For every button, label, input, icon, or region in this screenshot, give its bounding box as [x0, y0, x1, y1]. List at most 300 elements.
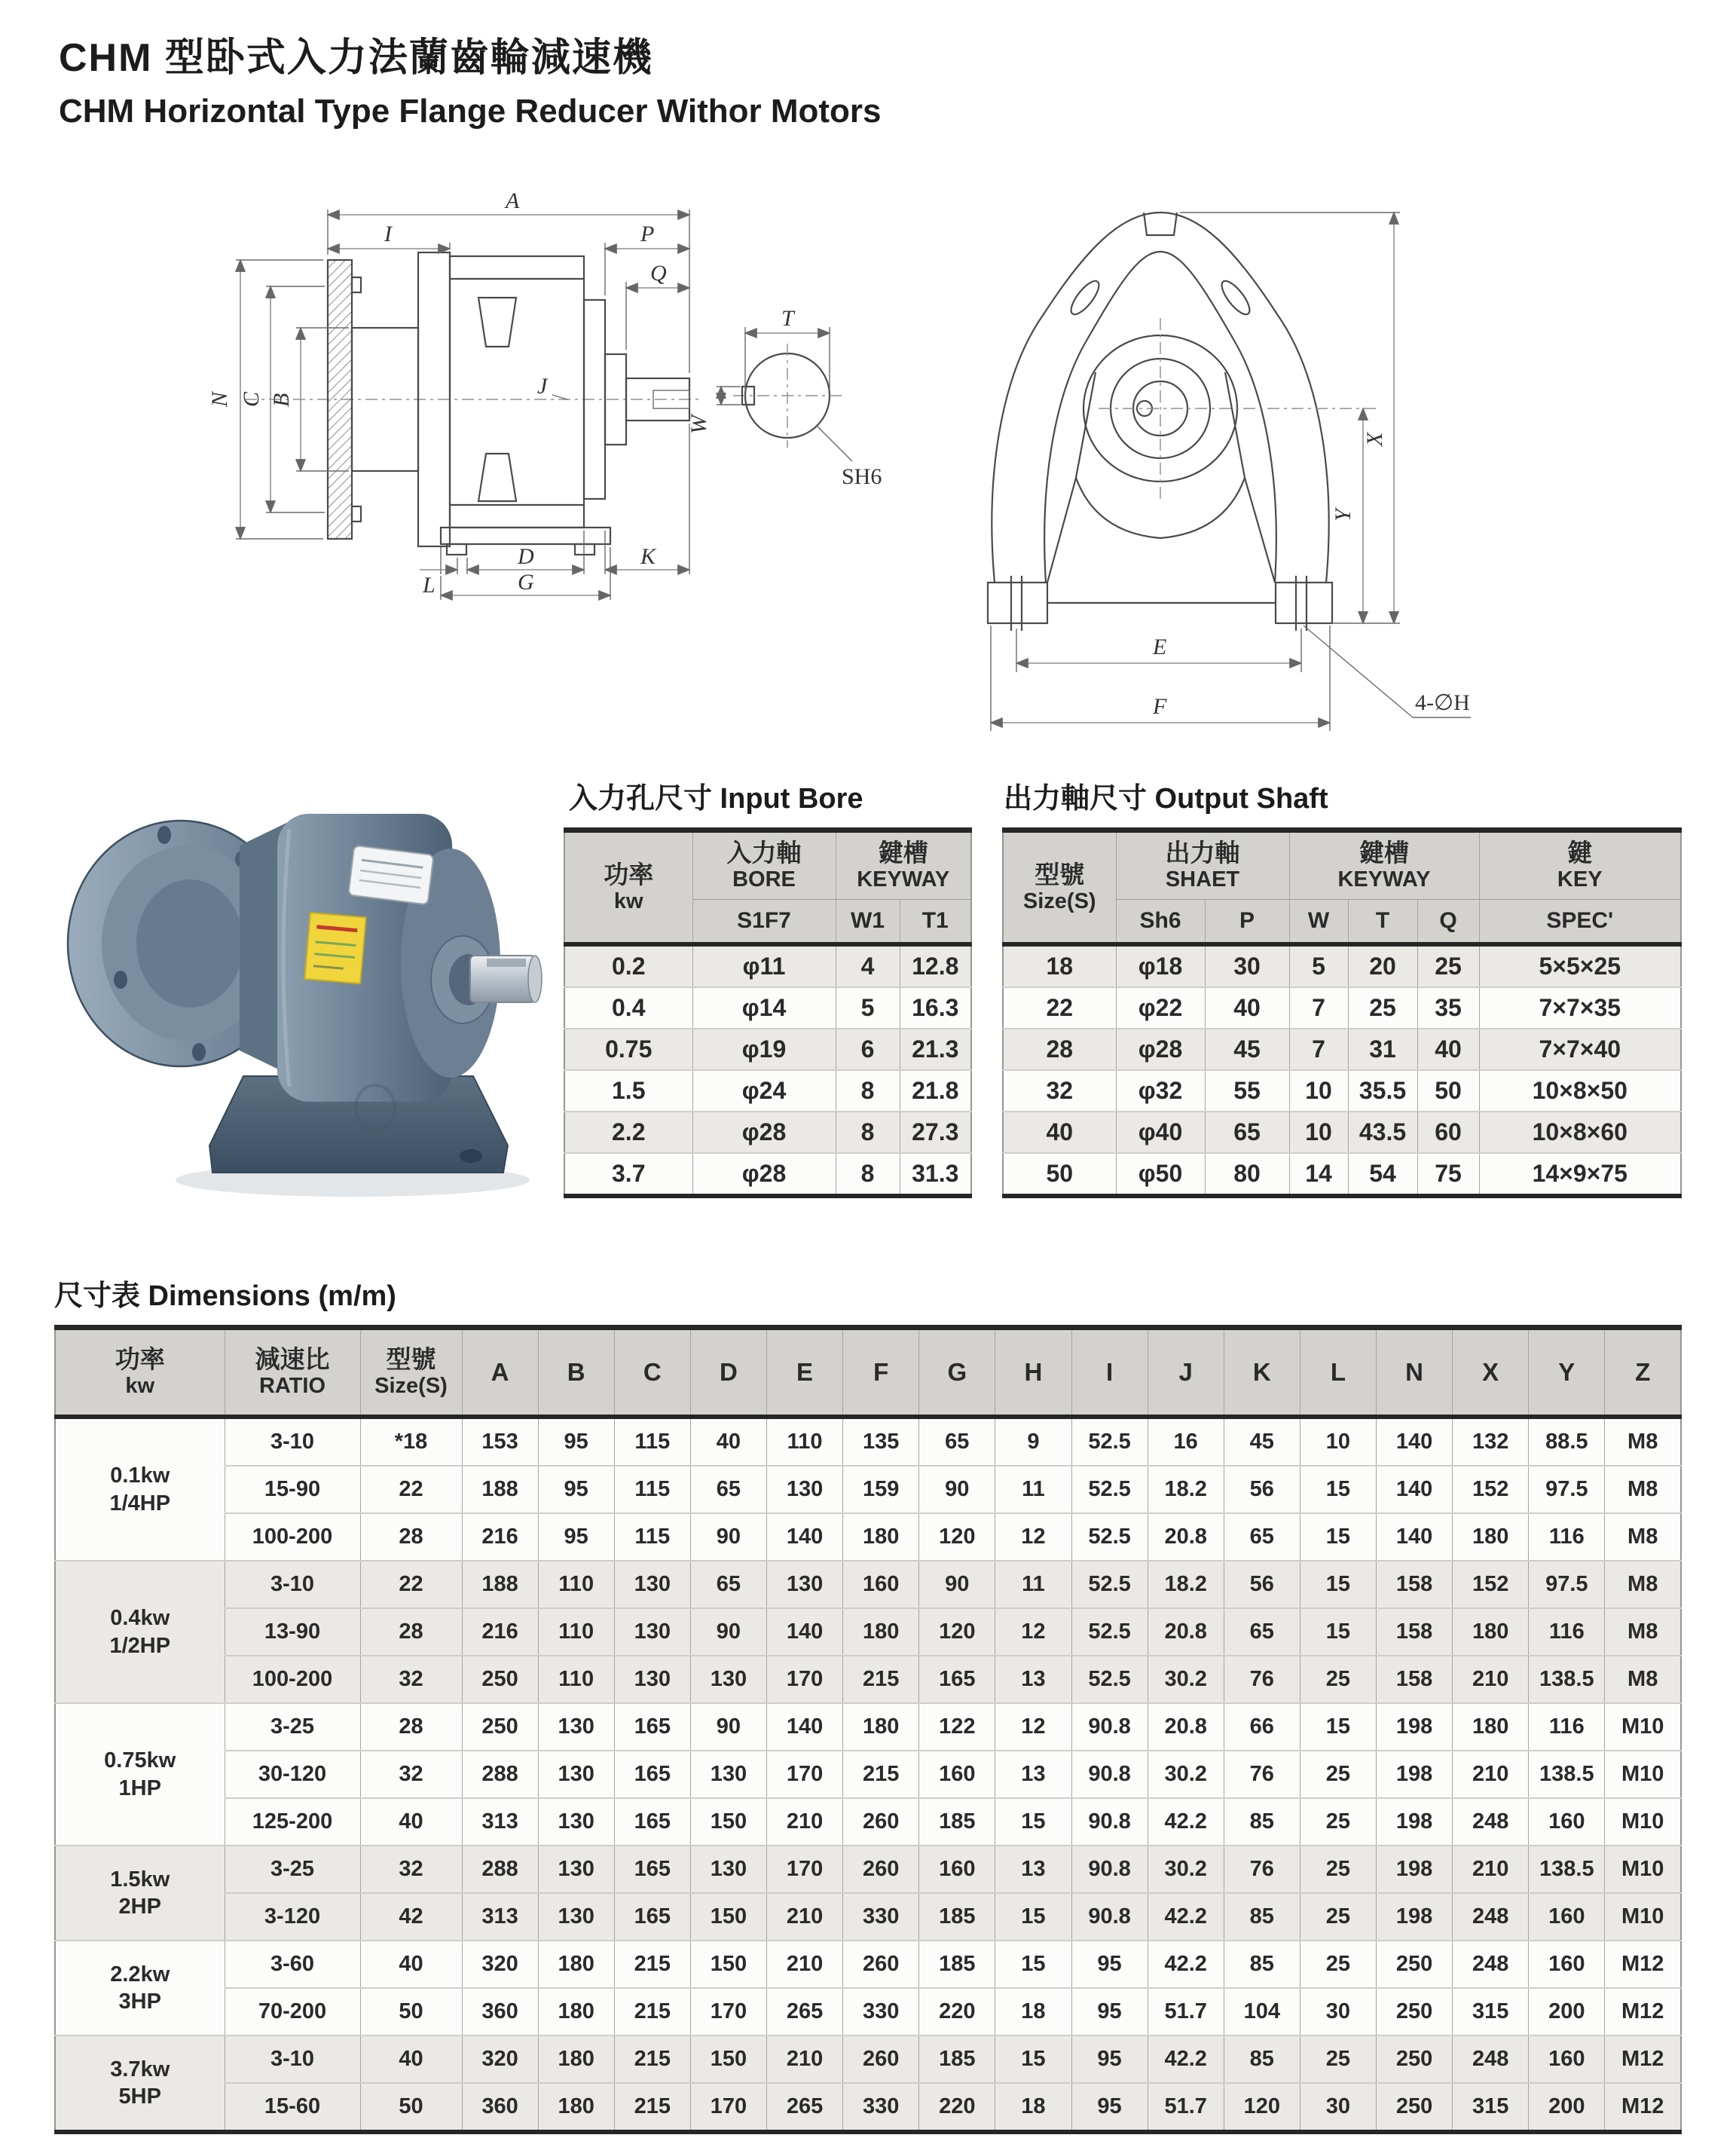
- cell: 80: [1205, 1153, 1289, 1196]
- table-row: [55, 1417, 1681, 1466]
- cell-value: 360: [462, 1988, 538, 2035]
- cell-value: 130: [614, 1608, 690, 1656]
- cell-value: 320: [462, 2035, 538, 2083]
- cell: 8: [836, 1153, 900, 1196]
- cell-value: 165: [919, 1656, 995, 1703]
- cell-value: 15: [1300, 1703, 1376, 1751]
- cell-value: 216: [462, 1513, 538, 1561]
- cell-value: 85: [1224, 2035, 1300, 2083]
- cell-ratio: 3-25: [225, 1846, 360, 1893]
- cell-value: 170: [767, 1656, 843, 1703]
- cell-value: 110: [538, 1608, 614, 1656]
- cell-value: 52.5: [1071, 1513, 1148, 1561]
- cell: 0.4: [564, 987, 692, 1029]
- cell: φ24: [692, 1070, 836, 1112]
- dim-label-A: A: [506, 188, 520, 213]
- cell-size: 40: [360, 1941, 462, 1988]
- dim-label-X: X: [1362, 432, 1387, 446]
- cell-ratio: 3-10: [225, 1561, 360, 1608]
- table-row: [55, 1846, 1681, 1893]
- cell-value: 30: [1300, 2083, 1376, 2132]
- cell-value: 130: [767, 1561, 843, 1608]
- cell-value: M8: [1605, 1466, 1681, 1513]
- dimensions-table-wrap: [54, 1325, 1682, 2134]
- cell-value: 95: [1071, 1941, 1148, 1988]
- cell-value: 265: [767, 1988, 843, 2035]
- cell-value: 198: [1377, 1751, 1453, 1798]
- cell-value: 13: [995, 1846, 1071, 1893]
- cell-ratio: 100-200: [225, 1513, 360, 1561]
- cell-value: 152: [1453, 1466, 1529, 1513]
- dim-label-J: J: [537, 374, 548, 399]
- cell-value: M10: [1605, 1798, 1681, 1846]
- cell-value: M10: [1605, 1893, 1681, 1941]
- cell: 32: [1003, 1070, 1116, 1112]
- cell: 22: [1003, 987, 1116, 1029]
- cell-value: 18.2: [1148, 1561, 1224, 1608]
- cell-value: 10: [1300, 1417, 1376, 1466]
- cell-value: 52.5: [1071, 1656, 1148, 1703]
- cell-value: 25: [1300, 1656, 1376, 1703]
- col-header-p: P: [1205, 900, 1289, 945]
- col-header-size: 型號 Size(S): [1003, 830, 1116, 945]
- cell-value: M8: [1605, 1608, 1681, 1656]
- cell-value: 313: [462, 1798, 538, 1846]
- cell-value: 18: [995, 1988, 1071, 2035]
- cell-value: 210: [1453, 1656, 1529, 1703]
- cell-size: 28: [360, 1513, 462, 1561]
- dim-label-F: F: [1153, 694, 1167, 719]
- dim-label-C: C: [239, 391, 264, 407]
- table-row: [55, 1513, 1681, 1561]
- col-header-sh6: Sh6: [1116, 900, 1205, 945]
- cell: 21.3: [900, 1029, 971, 1070]
- cell-value: 130: [538, 1751, 614, 1798]
- cell-value: 95: [538, 1513, 614, 1561]
- col-header-I: I: [1071, 1328, 1148, 1418]
- cell-value: 160: [919, 1751, 995, 1798]
- cell-value: 115: [614, 1513, 690, 1561]
- col-header-H: H: [995, 1328, 1071, 1418]
- table-row: [564, 1112, 971, 1153]
- cell-value: 40: [690, 1417, 766, 1466]
- cell: 35: [1417, 987, 1479, 1029]
- cell-value: 18: [995, 2083, 1071, 2132]
- cell-value: 210: [1453, 1751, 1529, 1798]
- cell-value: 97.5: [1529, 1466, 1605, 1513]
- cell-value: 52.5: [1071, 1561, 1148, 1608]
- table-row: [1003, 1070, 1681, 1112]
- dim-label-Q: Q: [650, 261, 667, 286]
- cell: 6: [836, 1029, 900, 1070]
- cell-value: 210: [767, 1893, 843, 1941]
- cell: 25: [1348, 987, 1417, 1029]
- col-header-s1f7: S1F7: [692, 900, 836, 945]
- cell-value: 120: [919, 1608, 995, 1656]
- col-header-key: 鍵 KEY: [1479, 830, 1681, 900]
- cell-value: 15: [995, 2035, 1071, 2083]
- cell-value: 170: [690, 1988, 766, 2035]
- cell-value: 188: [462, 1561, 538, 1608]
- cell-value: 9: [995, 1417, 1071, 1466]
- dim-label-Y: Y: [1331, 509, 1355, 521]
- cell-size: 40: [360, 2035, 462, 2083]
- table-row: [1003, 944, 1681, 987]
- cell-value: 248: [1453, 1798, 1529, 1846]
- cell-power: 0.75kw 1HP: [55, 1703, 225, 1846]
- cell-value: 116: [1529, 1513, 1605, 1561]
- cell: 35.5: [1348, 1070, 1417, 1112]
- cell-value: 220: [919, 1988, 995, 2035]
- cell-value: 260: [843, 1846, 919, 1893]
- cell: 10×8×60: [1479, 1112, 1681, 1153]
- cell-value: 18.2: [1148, 1466, 1224, 1513]
- cell: 7×7×40: [1479, 1029, 1681, 1070]
- cell-value: 42.2: [1148, 1893, 1224, 1941]
- cell-value: 320: [462, 1941, 538, 1988]
- cell: φ19: [692, 1029, 836, 1070]
- cell-value: 250: [462, 1656, 538, 1703]
- cell: 7×7×35: [1479, 987, 1681, 1029]
- cell-value: 12: [995, 1608, 1071, 1656]
- cell-value: 165: [614, 1798, 690, 1846]
- cell-power: 1.5kw 2HP: [55, 1846, 225, 1941]
- product-photo: [51, 754, 549, 1206]
- cell-value: 215: [614, 2083, 690, 2132]
- cell-value: 170: [767, 1751, 843, 1798]
- cell-value: M12: [1605, 2035, 1681, 2083]
- cell: 14: [1289, 1153, 1348, 1196]
- cell-value: 210: [1453, 1846, 1529, 1893]
- cell-size: 22: [360, 1561, 462, 1608]
- cell-value: 160: [1529, 1798, 1605, 1846]
- page-header: [59, 26, 882, 130]
- cell: 21.8: [900, 1070, 971, 1112]
- cell-value: 165: [614, 1751, 690, 1798]
- cell-ratio: 3-25: [225, 1703, 360, 1751]
- cell-value: 90: [919, 1561, 995, 1608]
- cell-value: 90.8: [1071, 1703, 1148, 1751]
- table-row: [55, 1561, 1681, 1608]
- cell-value: 110: [767, 1417, 843, 1466]
- cell-ratio: 15-60: [225, 2083, 360, 2132]
- table-row: [55, 1466, 1681, 1513]
- cell-value: 115: [614, 1417, 690, 1466]
- cell-ratio: 100-200: [225, 1656, 360, 1703]
- col-header-K: K: [1224, 1328, 1300, 1418]
- cell: 16.3: [900, 987, 971, 1029]
- cell-ratio: 3-60: [225, 1941, 360, 1988]
- cell-value: 15: [995, 1798, 1071, 1846]
- cell-value: 15: [995, 1941, 1071, 1988]
- cell-value: 198: [1377, 1798, 1453, 1846]
- cell-value: 15: [1300, 1513, 1376, 1561]
- cell-value: 248: [1453, 1893, 1529, 1941]
- cell-value: 85: [1224, 1893, 1300, 1941]
- cell-value: 25: [1300, 1893, 1376, 1941]
- dim-label-E: E: [1153, 635, 1167, 659]
- cell-size: 32: [360, 1846, 462, 1893]
- dim-label-I: I: [384, 222, 392, 246]
- cell-value: M8: [1605, 1417, 1681, 1466]
- dimensions-table-header: [55, 1328, 1681, 1418]
- dim-label-P: P: [640, 222, 655, 246]
- cell-value: 150: [690, 1941, 766, 1988]
- col-header-keyway: 鍵槽 KEYWAY: [836, 830, 971, 900]
- cell-size: 32: [360, 1751, 462, 1798]
- cell-value: 130: [538, 1703, 614, 1751]
- cell-ratio: 3-120: [225, 1893, 360, 1941]
- cell-ratio: 3-10: [225, 2035, 360, 2083]
- cell: φ28: [692, 1153, 836, 1196]
- cell-value: 65: [919, 1417, 995, 1466]
- dimensions-section-title: 尺寸表 Dimensions (m/m): [54, 1280, 396, 1312]
- cell-value: 25: [1300, 1941, 1376, 1988]
- cell-value: 150: [690, 1798, 766, 1846]
- cell-value: 16: [1148, 1417, 1224, 1466]
- cell: 8: [836, 1112, 900, 1153]
- dim-label-L: L: [423, 573, 436, 598]
- cell-value: 150: [690, 2035, 766, 2083]
- cell: 0.2: [564, 944, 692, 987]
- cell: 43.5: [1348, 1112, 1417, 1153]
- table-row: [1003, 1029, 1681, 1070]
- cell-ratio: 30-120: [225, 1751, 360, 1798]
- cell-value: 180: [1453, 1703, 1529, 1751]
- cell-value: M10: [1605, 1751, 1681, 1798]
- cell-value: 216: [462, 1608, 538, 1656]
- cell: 14×9×75: [1479, 1153, 1681, 1196]
- cell-value: 76: [1224, 1656, 1300, 1703]
- table-row: [564, 1153, 971, 1196]
- output-shaft-table-body: [1003, 944, 1681, 1196]
- cell-value: 160: [843, 1561, 919, 1608]
- cell-value: 250: [1377, 2035, 1453, 2083]
- cell-value: 90: [690, 1608, 766, 1656]
- cell-value: 90: [919, 1466, 995, 1513]
- cell-value: 12: [995, 1703, 1071, 1751]
- table-row: [1003, 1153, 1681, 1196]
- cell: 5×5×25: [1479, 944, 1681, 987]
- cell-size: 22: [360, 1466, 462, 1513]
- dim-label-W: W: [686, 415, 711, 434]
- cell-value: M12: [1605, 1988, 1681, 2035]
- cell-value: 135: [843, 1417, 919, 1466]
- cell-value: 110: [538, 1561, 614, 1608]
- cell-value: 170: [690, 2083, 766, 2132]
- cell-value: 330: [843, 1988, 919, 2035]
- cell-value: 11: [995, 1561, 1071, 1608]
- cell: 65: [1205, 1112, 1289, 1153]
- cell-value: 30.2: [1148, 1751, 1224, 1798]
- col-header-Y: Y: [1529, 1328, 1605, 1418]
- cell-value: 90.8: [1071, 1846, 1148, 1893]
- cell-value: 95: [538, 1466, 614, 1513]
- cell-value: 76: [1224, 1846, 1300, 1893]
- cell-value: 130: [614, 1561, 690, 1608]
- cell-size: 42: [360, 1893, 462, 1941]
- output-shaft-table: [1002, 827, 1682, 1198]
- cell-value: 152: [1453, 1561, 1529, 1608]
- cell: 3.7: [564, 1153, 692, 1196]
- col-header-D: D: [690, 1328, 766, 1418]
- cell-value: M8: [1605, 1656, 1681, 1703]
- table-row: [55, 2035, 1681, 2083]
- cell-value: 15: [1300, 1608, 1376, 1656]
- col-header-J: J: [1148, 1328, 1224, 1418]
- cell-value: 140: [767, 1703, 843, 1751]
- cell: 40: [1205, 987, 1289, 1029]
- cell-value: 120: [919, 1513, 995, 1561]
- cell-value: 180: [538, 2035, 614, 2083]
- cell-value: 65: [1224, 1513, 1300, 1561]
- cell-power: 0.4kw 1/2HP: [55, 1561, 225, 1703]
- cell: φ40: [1116, 1112, 1205, 1153]
- table-row: [564, 1070, 971, 1112]
- cell-value: M8: [1605, 1561, 1681, 1608]
- cell-value: 180: [538, 2083, 614, 2132]
- cell-value: 220: [919, 2083, 995, 2132]
- cell-value: 116: [1529, 1608, 1605, 1656]
- cell: 8: [836, 1070, 900, 1112]
- cell-value: 130: [614, 1656, 690, 1703]
- col-header-F: F: [843, 1328, 919, 1418]
- cell-size: 32: [360, 1656, 462, 1703]
- cell-ratio: 70-200: [225, 1988, 360, 2035]
- cell-value: 180: [1453, 1608, 1529, 1656]
- cell: φ18: [1116, 944, 1205, 987]
- col-header-N: N: [1377, 1328, 1453, 1418]
- col-header-G: G: [919, 1328, 995, 1418]
- cell-value: 45: [1224, 1417, 1300, 1466]
- dim-label-N: N: [207, 391, 232, 407]
- cell-ratio: 3-10: [225, 1417, 360, 1466]
- col-header-q: Q: [1417, 900, 1479, 945]
- cell-value: 250: [1377, 1988, 1453, 2035]
- output-shaft-table-header: [1003, 830, 1681, 945]
- cell-value: 330: [843, 1893, 919, 1941]
- cell-value: 260: [843, 1798, 919, 1846]
- cell-value: 20.8: [1148, 1703, 1224, 1751]
- cell-value: 140: [1377, 1466, 1453, 1513]
- cell-size: 28: [360, 1608, 462, 1656]
- cell-value: 140: [1377, 1417, 1453, 1466]
- cell: 75: [1417, 1153, 1479, 1196]
- cell-value: 180: [843, 1703, 919, 1751]
- cell: φ14: [692, 987, 836, 1029]
- cell-value: 313: [462, 1893, 538, 1941]
- cell: φ11: [692, 944, 836, 987]
- cell-value: 116: [1529, 1703, 1605, 1751]
- cell-value: 260: [843, 1941, 919, 1988]
- cell-value: 52.5: [1071, 1466, 1148, 1513]
- col-header-ratio: 減速比 RATIO: [225, 1328, 360, 1418]
- table-row: [55, 1988, 1681, 2035]
- cell-size: 40: [360, 1798, 462, 1846]
- cell-size: 50: [360, 1988, 462, 2035]
- cell-value: 260: [843, 2035, 919, 2083]
- cell-value: 210: [767, 1798, 843, 1846]
- cell-value: 160: [1529, 2035, 1605, 2083]
- cell-value: 90: [690, 1703, 766, 1751]
- cell: 54: [1348, 1153, 1417, 1196]
- col-header-Z: Z: [1605, 1328, 1681, 1418]
- cell-value: 90.8: [1071, 1798, 1148, 1846]
- col-header-t: T: [1348, 900, 1417, 945]
- cell-value: 85: [1224, 1941, 1300, 1988]
- cell-value: 56: [1224, 1466, 1300, 1513]
- cell-value: 288: [462, 1846, 538, 1893]
- col-header-w1: W1: [836, 900, 900, 945]
- page-title-zh: CHM 型卧式入力法蘭齒輪減速機: [59, 36, 653, 80]
- cell-value: 165: [614, 1893, 690, 1941]
- cell-value: 160: [1529, 1941, 1605, 1988]
- col-header-power: 功率 kw: [55, 1328, 225, 1418]
- cell-value: 20.8: [1148, 1608, 1224, 1656]
- cell: 10×8×50: [1479, 1070, 1681, 1112]
- cell: 4: [836, 944, 900, 987]
- cell: 7: [1289, 987, 1348, 1029]
- cell-value: 30: [1300, 1988, 1376, 2035]
- col-header-shaft: 出力軸 SHAET: [1116, 830, 1289, 900]
- cell-value: 42.2: [1148, 2035, 1224, 2083]
- cell-value: 95: [538, 1417, 614, 1466]
- cell-value: 210: [767, 2035, 843, 2083]
- cell-value: M12: [1605, 1941, 1681, 1988]
- cell-value: 130: [690, 1751, 766, 1798]
- cell: 50: [1003, 1153, 1116, 1196]
- cell: 12.8: [900, 944, 971, 987]
- cell-value: 185: [919, 2035, 995, 2083]
- col-header-bore: 入力軸 BORE: [692, 830, 836, 900]
- cell-value: 210: [767, 1941, 843, 1988]
- cell-power: 0.1kw 1/4HP: [55, 1417, 225, 1561]
- cell: 40: [1417, 1029, 1479, 1070]
- col-header-t1: T1: [900, 900, 971, 945]
- cell-value: 25: [1300, 1846, 1376, 1893]
- input-bore-table: [564, 827, 972, 1198]
- dimensions-table: [54, 1325, 1682, 2134]
- page-title-en: CHM Horizontal Type Flange Reducer Withor Motors: [59, 93, 882, 130]
- cell: 31: [1348, 1029, 1417, 1070]
- cell-value: 180: [843, 1608, 919, 1656]
- cell-value: 51.7: [1148, 2083, 1224, 2132]
- cell: 55: [1205, 1070, 1289, 1112]
- cell-value: 248: [1453, 1941, 1529, 1988]
- cell-value: 165: [614, 1703, 690, 1751]
- col-header-keyway: 鍵槽 KEYWAY: [1289, 830, 1479, 900]
- dim-label-G: G: [518, 570, 534, 595]
- cell-value: 88.5: [1529, 1417, 1605, 1466]
- cell-value: 130: [538, 1893, 614, 1941]
- table-row: [55, 1608, 1681, 1656]
- cell-value: 160: [919, 1846, 995, 1893]
- cell-value: 130: [767, 1466, 843, 1513]
- dim-label-4-dia-H: 4-∅H: [1415, 690, 1470, 715]
- input-bore-table-wrap: [564, 827, 972, 1198]
- cell-value: 138.5: [1529, 1846, 1605, 1893]
- col-header-size: 型號 Size(S): [360, 1328, 462, 1418]
- cell-value: 215: [843, 1656, 919, 1703]
- cell-value: 25: [1300, 2035, 1376, 2083]
- cell-value: 56: [1224, 1561, 1300, 1608]
- cell-value: 65: [690, 1466, 766, 1513]
- cell-value: 140: [1377, 1513, 1453, 1561]
- cell-value: 104: [1224, 1988, 1300, 2035]
- cell: φ28: [692, 1112, 836, 1153]
- cell-value: 97.5: [1529, 1561, 1605, 1608]
- cell: φ22: [1116, 987, 1205, 1029]
